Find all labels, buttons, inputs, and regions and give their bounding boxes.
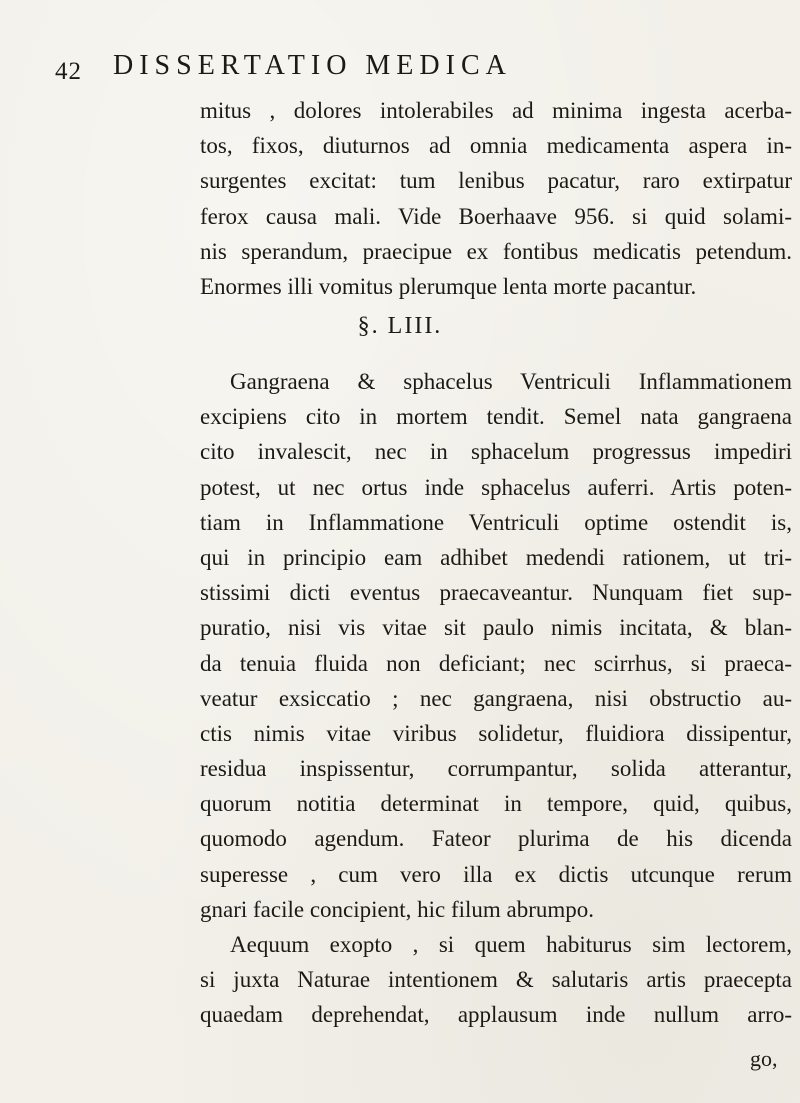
running-title: DISSERTATIO MEDICA bbox=[113, 50, 512, 81]
text-line: ctis nimis vitae viribus solidetur, fluidiora dissipentur, bbox=[200, 720, 792, 746]
text-line: veatur exsiccatio ; nec gangraena, nisi obstructio au- bbox=[200, 685, 792, 711]
section-heading: §. LIII. bbox=[357, 313, 443, 339]
text-line: tos, fixos, diuturnos ad omnia medicamenta aspera in- bbox=[200, 133, 792, 159]
text-line: si juxta Naturae intentionem & salutaris artis praecepta bbox=[200, 967, 792, 993]
paragraph-continued bbox=[200, 93, 792, 304]
text-line: Enormes illi vomitus plerumque lenta morte pacantur. bbox=[200, 273, 697, 299]
text-line: Gangraena & sphacelus Ventriculi Inflammationem bbox=[230, 369, 792, 394]
text-line: superesse , cum vero illa ex dictis utcunque rerum bbox=[200, 861, 792, 887]
text-line: Aequum exopto , si quem habiturus sim lectorem, bbox=[230, 932, 792, 957]
text-line: excipiens cito in mortem tendit. Semel nata gangraena bbox=[200, 404, 792, 430]
text-line: quorum notitia determinat in tempore, quid, quibus, bbox=[200, 791, 792, 817]
text-line: potest, ut nec ortus inde sphacelus auferri. Artis poten- bbox=[200, 474, 792, 500]
page-number: 42 bbox=[55, 58, 82, 85]
text-line: ferox causa mali. Vide Boerhaave 956. si quid solami- bbox=[200, 203, 792, 229]
text-line: nis sperandum, praecipue ex fontibus medicatis petendum. bbox=[200, 238, 792, 264]
text-line: qui in principio eam adhibet medendi rationem, ut tri- bbox=[200, 544, 792, 570]
text-line: gnari facile concipient, hic filum abrumpo. bbox=[200, 896, 595, 922]
text-line: cito invalescit, nec in sphacelum progressus impediri bbox=[200, 439, 792, 465]
text-line: quomodo agendum. Fateor plurima de his dicenda bbox=[200, 826, 792, 852]
text-line: quaedam deprehendat, applausum inde nullum arro- bbox=[200, 1002, 792, 1028]
text-line: stissimi dicti eventus praecaveantur. Nunquam fiet sup- bbox=[200, 580, 792, 606]
paragraph-main bbox=[200, 364, 792, 1033]
text-line: residua inspissentur, corrumpantur, solida atterantur, bbox=[200, 756, 792, 782]
text-line: mitus , dolores intolerabiles ad minima ingesta acerba- bbox=[200, 98, 792, 123]
text-line: puratio, nisi vis vitae sit paulo nimis incitata, & blan- bbox=[200, 615, 792, 641]
text-line: tiam in Inflammatione Ventriculi optime ostendit is, bbox=[200, 509, 792, 535]
page-header bbox=[55, 50, 745, 90]
text-line: surgentes excitat: tum lenibus pacatur, raro extirpatur bbox=[200, 168, 792, 194]
text-line: da tenuia fluida non deficiant; nec scirrhus, si praeca- bbox=[200, 650, 792, 676]
catchword: go, bbox=[750, 1046, 778, 1071]
